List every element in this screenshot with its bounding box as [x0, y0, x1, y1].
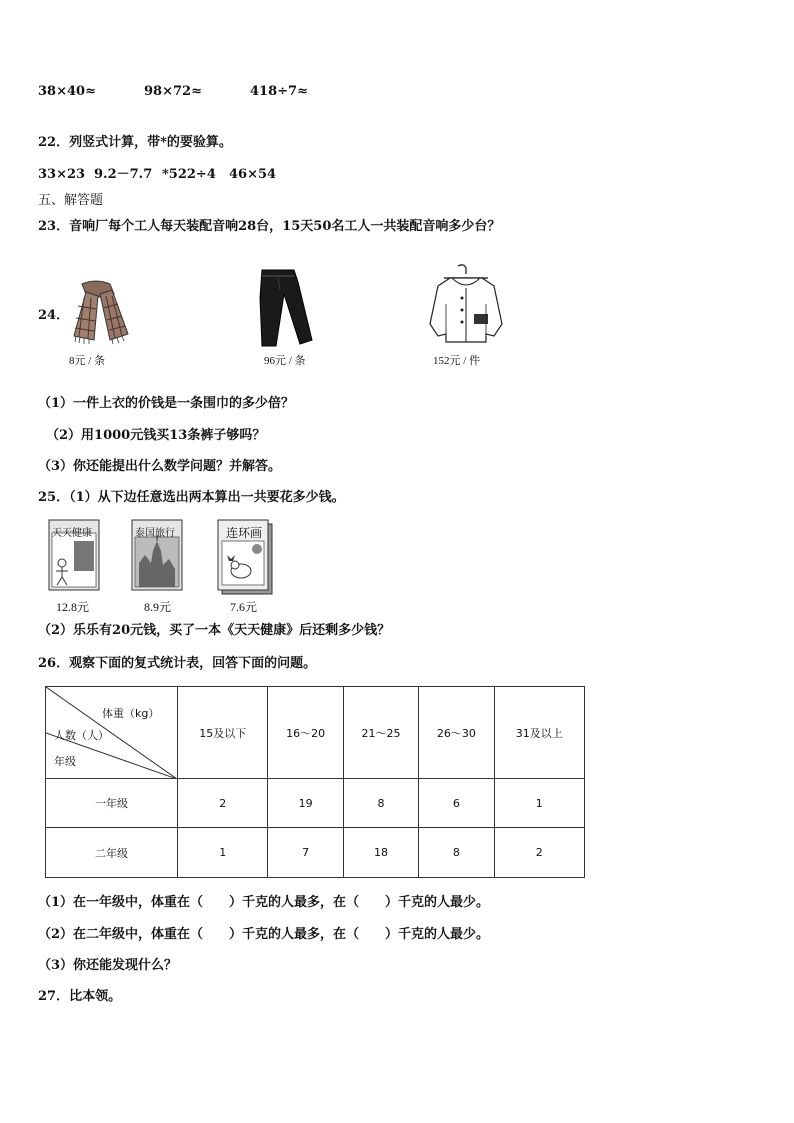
- table-cell: 19: [268, 779, 343, 828]
- q22-item-3: *522÷4: [162, 167, 216, 182]
- header-count: 人数（人）: [54, 729, 109, 742]
- table-cell: 8: [343, 779, 418, 828]
- weight-stats-table: [45, 686, 585, 878]
- table-row: [46, 779, 585, 828]
- q22-item-1: 33×23: [38, 167, 86, 182]
- header-grade: 年级: [54, 755, 76, 768]
- q22-item-2: 9.2－7.7: [94, 167, 153, 182]
- q23-text: 23．音响厂每个工人每天装配音响28台，15天50名工人一共装配音响多少台？: [38, 219, 501, 234]
- scarf-price: 8元 / 条: [69, 355, 106, 367]
- q24-sub2: （2）用1000元钱买13条裤子够吗？: [46, 428, 266, 443]
- table-row: [46, 828, 585, 878]
- book-thailand-title: 泰国旅行: [135, 528, 175, 539]
- column-header: 21～25: [343, 687, 418, 779]
- table-cell: 1: [178, 828, 268, 878]
- book-health-title: 天天健康: [52, 528, 92, 539]
- table-cell: 1: [494, 779, 584, 828]
- book-thailand-price: 8.9元: [144, 600, 172, 614]
- book-comic-title: 连环画: [226, 526, 263, 540]
- q25-sub2: （2）乐乐有20元钱，买了一本《天天健康》后还剩多少钱？: [38, 623, 391, 638]
- row-grade: 二年级: [46, 828, 178, 878]
- table-cell: 2: [494, 828, 584, 878]
- table-cell: 7: [268, 828, 343, 878]
- estimate-1: 38×40≈: [38, 84, 96, 99]
- q27-title: 27．比本领。: [38, 989, 122, 1004]
- estimate-3: 418÷7≈: [250, 84, 308, 99]
- column-header: 16～20: [268, 687, 343, 779]
- jacket-icon: [424, 264, 508, 346]
- row-grade: 一年级: [46, 779, 178, 828]
- q22-title: 22．列竖式计算，带*的要验算。: [38, 135, 232, 150]
- q26-sub3: （3）你还能发现什么？: [38, 958, 178, 973]
- q26-title: 26．观察下面的复式统计表，回答下面的问题。: [38, 656, 317, 671]
- q26-sub2: （2）在二年级中，体重在（ ）千克的人最多，在（ ）千克的人最少。: [38, 927, 490, 942]
- estimate-2: 98×72≈: [144, 84, 202, 99]
- column-header: 26～30: [419, 687, 494, 779]
- diagonal-header-cell: [46, 687, 178, 779]
- q26-sub1: （1）在一年级中，体重在（ ）千克的人最多，在（ ）千克的人最少。: [38, 895, 490, 910]
- section-heading: 五、解答题: [38, 193, 104, 208]
- q24-sub1: （1）一件上衣的价钱是一条围巾的多少倍？: [38, 396, 295, 411]
- table-cell: 8: [419, 828, 494, 878]
- pants-icon: [254, 268, 318, 348]
- scarf-icon: [64, 278, 134, 344]
- table-cell: 2: [178, 779, 268, 828]
- table-cell: 18: [343, 828, 418, 878]
- q25-title: 25．（1）从下边任意选出两本算出一共要花多少钱。: [38, 490, 345, 505]
- pants-price: 96元 / 条: [264, 355, 306, 367]
- q24-number: 24．: [38, 308, 70, 323]
- table-cell: 6: [419, 779, 494, 828]
- q24-sub3: （3）你还能提出什么数学问题？并解答。: [38, 459, 282, 474]
- column-header: 15及以下: [178, 687, 268, 779]
- jacket-price: 152元 / 件: [433, 355, 481, 367]
- header-weight: 体重（kg）: [102, 707, 160, 720]
- q22-item-4: 46×54: [229, 167, 277, 182]
- column-header: 31及以上: [494, 687, 584, 779]
- book-health-price: 12.8元: [56, 600, 90, 614]
- book-comic-price: 7.6元: [230, 600, 258, 614]
